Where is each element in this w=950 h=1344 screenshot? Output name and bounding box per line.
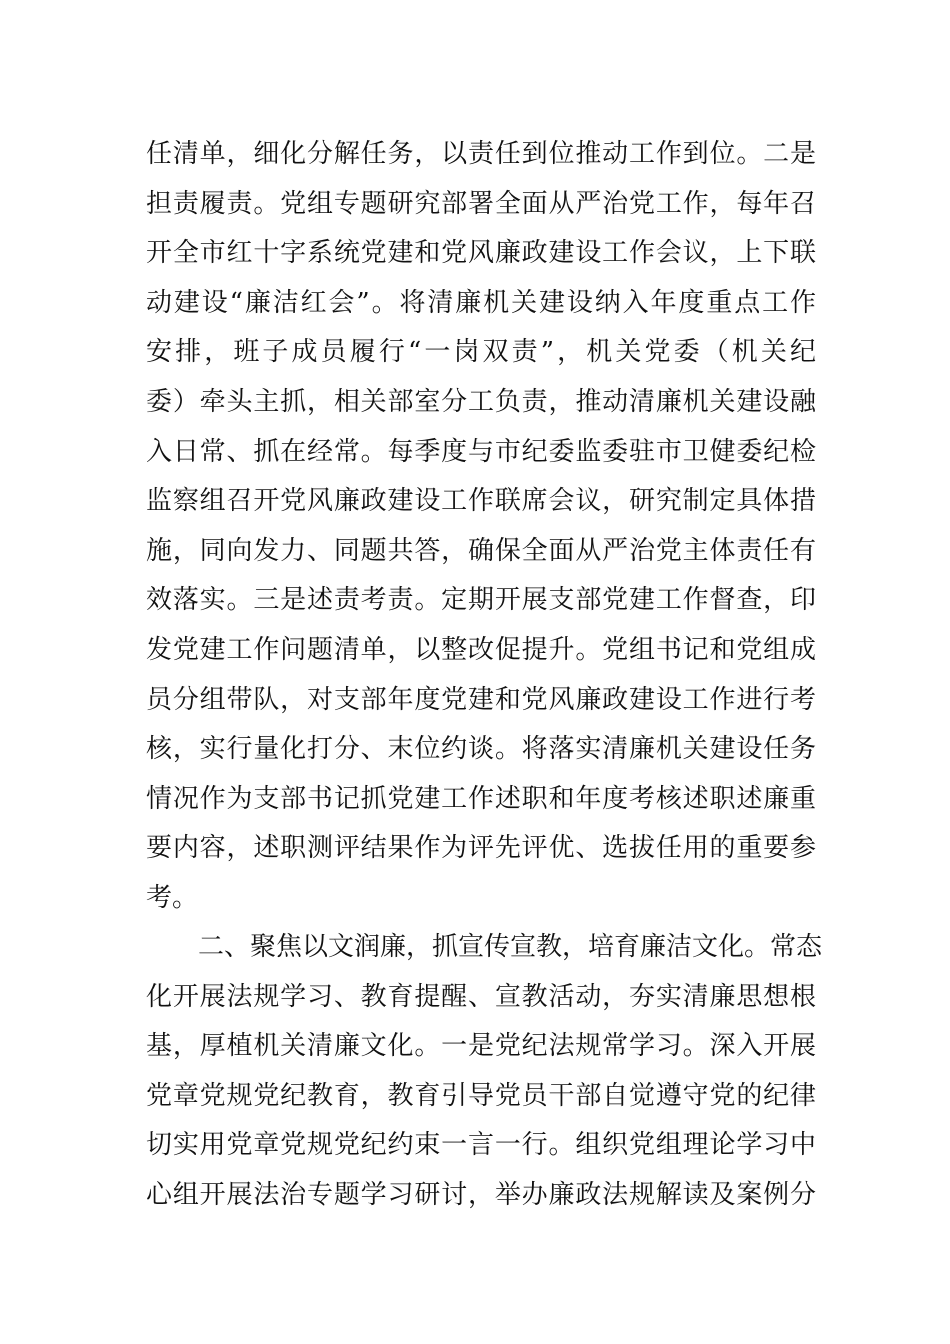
paragraph-line: 基，厚植机关清廉文化。一是党纪法规常学习。深入开展 [146, 1031, 816, 1062]
paragraph-2 [146, 923, 823, 1221]
paragraph-line: 要内容，述职测评结果作为评先评优、选拔任用的重要参 [146, 833, 816, 864]
paragraph-line: 心组开展法治专题学习研讨，举办廉政法规解读及案例分 [146, 1179, 816, 1210]
paragraph-line: 担责履责。党组专题研究部署全面从严治党工作，每年召 [146, 188, 816, 219]
paragraph-line: 党章党规党纪教育，教育引导党员干部自觉遵守党的纪律 [146, 1080, 816, 1111]
paragraph-line: 发党建工作问题清单，以整改促提升。党组书记和党组成 [146, 634, 816, 665]
paragraph-line: 委）牵头主抓，相关部室分工负责，推动清廉机关建设融 [146, 386, 816, 417]
paragraph-line: 监察组召开党风廉政建设工作联席会议，研究制定具体措 [146, 486, 816, 517]
paragraph-line: 开全市红十字系统党建和党风廉政建设工作会议，上下联 [146, 238, 816, 269]
paragraph-line: 员分组带队，对支部年度党建和党风廉政建设工作进行考 [146, 684, 816, 715]
paragraph-line: 任清单，细化分解任务，以责任到位推动工作到位。二是 [146, 139, 816, 169]
paragraph-line: 切实用党章党规党纪约束一言一行。组织党组理论学习中 [146, 1130, 816, 1161]
paragraph-line: 安排，班子成员履行“一岗双责”，机关党委（机关纪 [146, 337, 816, 368]
paragraph-line: 效落实。三是述责考责。定期开展支部党建工作督查，印 [146, 585, 816, 616]
paragraph-line: 核，实行量化打分、末位约谈。将落实清廉机关建设任务 [146, 734, 816, 765]
paragraph-line: 考。 [146, 882, 199, 913]
paragraph-line: 动建设“廉洁红会”。将清廉机关建设纳入年度重点工作 [146, 287, 816, 318]
paragraph-line: 二、聚焦以文润廉，抓宣传宣教，培育廉洁文化。常态 [198, 932, 823, 962]
paragraph-line: 入日常、抓在经常。每季度与市纪委监委驻市卫健委纪检 [146, 436, 816, 467]
paragraph-1 [146, 130, 816, 924]
paragraph-line: 情况作为支部书记抓党建工作述职和年度考核述职述廉重 [146, 783, 816, 814]
paragraph-line: 化开展法规学习、教育提醒、宣教活动，夯实清廉思想根 [146, 981, 816, 1012]
paragraph-line: 施，同向发力、同题共答，确保全面从严治党主体责任有 [146, 535, 816, 566]
